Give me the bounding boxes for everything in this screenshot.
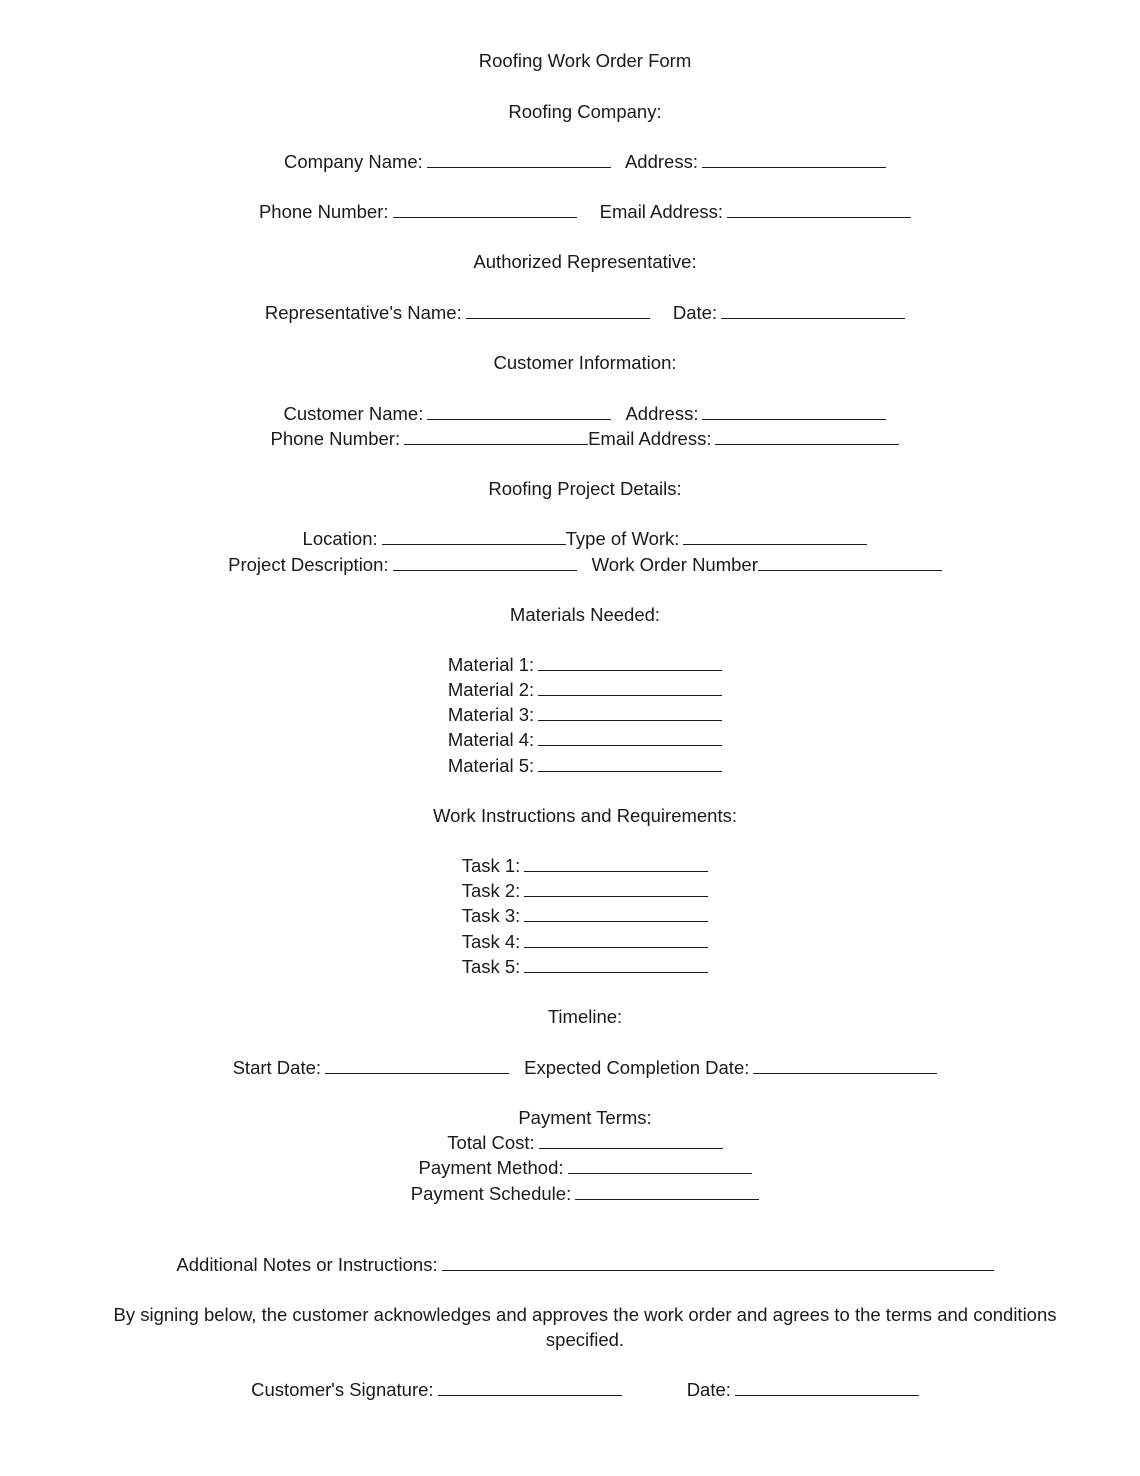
customer-row-2 [30,427,1140,451]
representative-name-label: Representative's Name: [264,302,462,323]
total-cost-label: Total Cost: [447,1132,535,1153]
customer-email-label: Email Address: [588,428,712,449]
material-row [30,653,1140,677]
completion-date-label: Expected Completion Date: [524,1057,750,1078]
task-row [30,930,1140,954]
representative-heading: Authorized Representative: [473,251,697,272]
company-heading: Roofing Company: [508,101,662,122]
project-description-label: Project Description: [228,554,389,575]
location-label: Location: [302,528,378,549]
notes-label: Additional Notes or Instructions: [176,1254,438,1275]
signature-label: Customer's Signature: [251,1379,434,1400]
task-field[interactable] [524,854,708,872]
signature-field[interactable] [438,1378,622,1396]
customer-phone-label: Phone Number: [270,428,401,449]
type-of-work-label: Type of Work: [565,528,680,549]
task-field[interactable] [524,955,708,973]
task-row [30,854,1140,878]
payment-schedule-field[interactable] [575,1182,759,1200]
task-label: Task 5: [461,956,521,977]
location-field[interactable] [382,527,566,545]
company-address-label: Address: [624,151,698,172]
form-title: Roofing Work Order Form [478,50,692,71]
company-phone-label: Phone Number: [258,201,389,222]
task-label: Task 2: [461,880,521,901]
work-order-number-field[interactable] [758,553,942,571]
task-field[interactable] [524,879,708,897]
total-cost-field[interactable] [539,1131,723,1149]
company-name-label: Company Name: [284,151,423,172]
acknowledgement-line-2: specified. [545,1329,625,1350]
customer-address-label: Address: [625,403,699,424]
timeline-heading: Timeline: [547,1006,623,1027]
payment-heading: Payment Terms: [518,1107,652,1128]
acknowledgement-line-1: By signing below, the customer acknowledges and approves the work order and agrees to the terms and conditions [113,1304,1057,1325]
material-label: Material 5: [447,755,535,776]
task-row [30,879,1140,903]
customer-heading: Customer Information: [493,352,677,373]
start-date-field[interactable] [325,1056,509,1074]
material-row [30,754,1140,778]
material-label: Material 1: [447,654,535,675]
company-row-2 [30,200,1140,224]
task-row [30,904,1140,928]
material-label: Material 2: [447,679,535,700]
customer-email-field[interactable] [715,427,899,445]
material-label: Material 3: [447,704,535,725]
task-label: Task 4: [461,931,521,952]
representative-row [30,301,1140,325]
task-label: Task 3: [461,905,521,926]
type-of-work-field[interactable] [683,527,867,545]
project-row-2 [30,553,1140,577]
material-row [30,703,1140,727]
payment-method-field[interactable] [568,1156,752,1174]
project-row-1 [30,527,1140,551]
company-email-field[interactable] [727,200,911,218]
customer-row-1 [30,402,1140,426]
task-row [30,955,1140,979]
representative-name-field[interactable] [466,301,650,319]
timeline-row [30,1056,1140,1080]
material-row [30,678,1140,702]
representative-date-field[interactable] [721,301,905,319]
customer-address-field[interactable] [702,402,886,420]
material-field[interactable] [538,678,722,696]
project-heading: Roofing Project Details: [488,478,682,499]
material-field[interactable] [538,703,722,721]
material-field[interactable] [538,754,722,772]
material-field[interactable] [538,728,722,746]
notes-field[interactable] [442,1253,994,1271]
payment-method-row [30,1156,1140,1180]
signature-date-field[interactable] [735,1378,919,1396]
work-order-number-label: Work Order Number [591,554,758,575]
company-phone-field[interactable] [393,200,577,218]
material-row [30,728,1140,752]
total-cost-row [30,1131,1140,1155]
start-date-label: Start Date: [232,1057,322,1078]
company-name-field[interactable] [427,150,611,168]
task-label: Task 1: [461,855,521,876]
company-row-1 [30,150,1140,174]
materials-heading: Materials Needed: [509,604,661,625]
payment-schedule-label: Payment Schedule: [410,1183,572,1204]
representative-date-label: Date: [672,302,718,323]
notes-row [30,1253,1140,1277]
task-field[interactable] [524,930,708,948]
payment-schedule-row [30,1182,1140,1206]
project-description-field[interactable] [393,553,577,571]
material-field[interactable] [538,653,722,671]
signature-date-label: Date: [686,1379,731,1400]
payment-method-label: Payment Method: [418,1157,564,1178]
customer-phone-field[interactable] [404,427,588,445]
completion-date-field[interactable] [753,1056,937,1074]
signature-row [30,1378,1140,1402]
material-label: Material 4: [447,729,535,750]
company-address-field[interactable] [702,150,886,168]
tasks-heading: Work Instructions and Requirements: [432,805,737,826]
customer-name-label: Customer Name: [283,403,424,424]
customer-name-field[interactable] [427,402,611,420]
task-field[interactable] [524,904,708,922]
company-email-label: Email Address: [599,201,724,222]
